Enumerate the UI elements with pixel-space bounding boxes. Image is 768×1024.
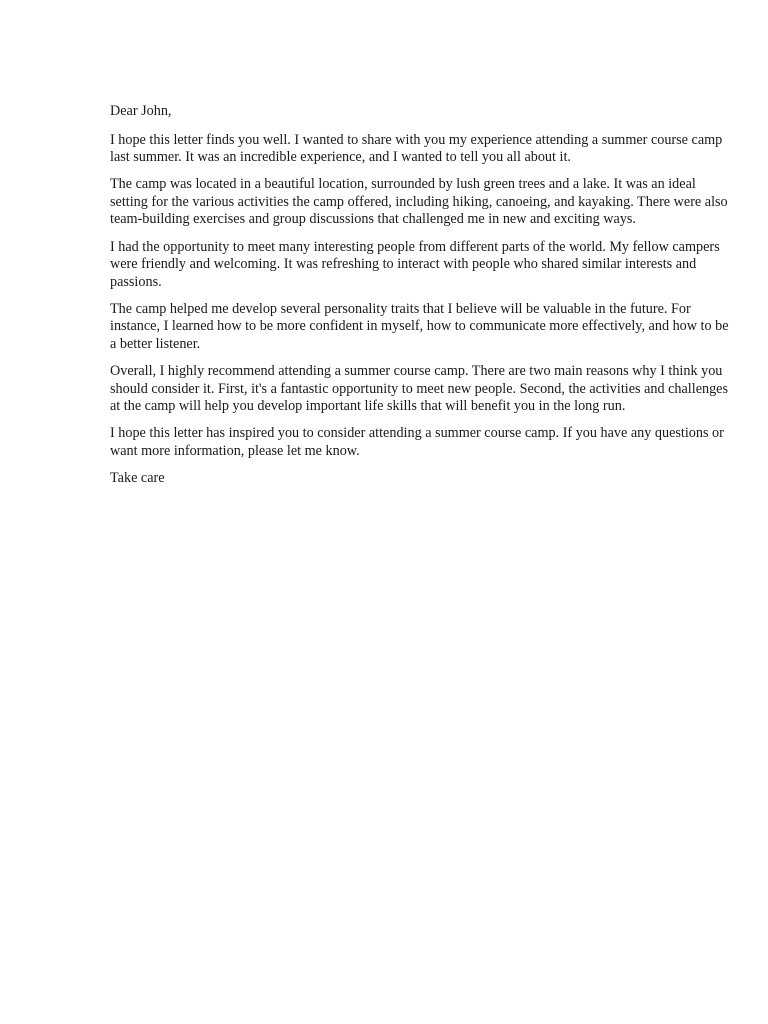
closing: Take care	[110, 470, 165, 487]
paragraph-location: The camp was located in a beautiful location, surrounded by lush green trees and a lake. It was an ideal setting for the various activities the camp offered, including hiking, canoeing, and kayaking. There were also team-building exercises and group discussions that challenged me in new and exciting ways.	[110, 176, 728, 228]
paragraph-recommendation: Overall, I highly recommend attending a summer course camp. There are two main reasons why I think you should consider it. First, it's a fantastic opportunity to meet new people. Second, the activities and challenges at the camp will help you develop important life skills that will benefit you in the long run.	[110, 363, 728, 415]
paragraph-intro: I hope this letter finds you well. I wanted to share with you my experience attending a summer course camp last summer. It was an incredible experience, and I wanted to tell you all about it.	[110, 131, 723, 166]
paragraph-conclusion: I hope this letter has inspired you to consider attending a summer course camp. If you have any questions or want more information, please let me know.	[110, 425, 724, 459]
paragraph-traits: The camp helped me develop several personality traits that I believe will be valuable in the future. For instance, I learned how to be more confident in myself, how to communicate more effectively, and how to be a better listener.	[110, 300, 729, 353]
paragraph-people: I had the opportunity to meet many interesting people from different parts of the world. My fellow campers were friendly and welcoming. It was refreshing to interact with people who shared similar interests and passions.	[110, 238, 720, 290]
letter-body	[110, 103, 730, 497]
salutation: Dear John,	[110, 103, 172, 119]
